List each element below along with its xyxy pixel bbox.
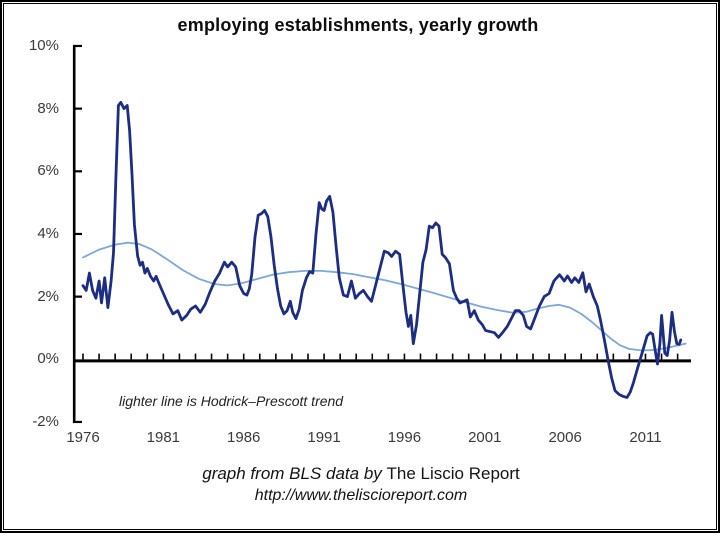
source-url: http://www.theliscioreport.com [254,487,468,504]
chart-canvas [1,1,720,533]
chart-frame-inner [3,3,717,530]
growth-line [83,102,681,397]
source-caption-italic: graph from BLS data by [202,464,387,483]
trend-annotation: lighter line is Hodrick–Prescott trend [119,393,344,409]
y-axis-label: 4% [37,224,59,242]
y-axis-label: 0% [37,350,59,368]
x-axis-label: 1996 [387,429,422,446]
trend-line [83,243,686,351]
source-caption [1,464,720,484]
x-axis-label: 1991 [307,429,341,446]
y-axis-label: -2% [32,412,59,430]
x-axis-label: 2006 [548,429,582,446]
y-axis-label: 8% [37,99,59,117]
source-caption-regular: The Liscio Report [386,464,520,483]
chart-title: employing establishments, yearly growth [177,15,539,35]
y-axis-label: 10% [28,36,59,54]
x-axis-label: 2001 [468,429,502,446]
x-axis-label: 1981 [146,429,181,446]
y-axis-label: 6% [37,162,59,180]
x-axis-label: 2011 [629,429,662,446]
x-axis-label: 1976 [66,429,100,446]
y-axis-label: 2% [37,287,59,305]
plot-area [1,1,720,533]
x-axis-label: 1986 [227,429,261,446]
